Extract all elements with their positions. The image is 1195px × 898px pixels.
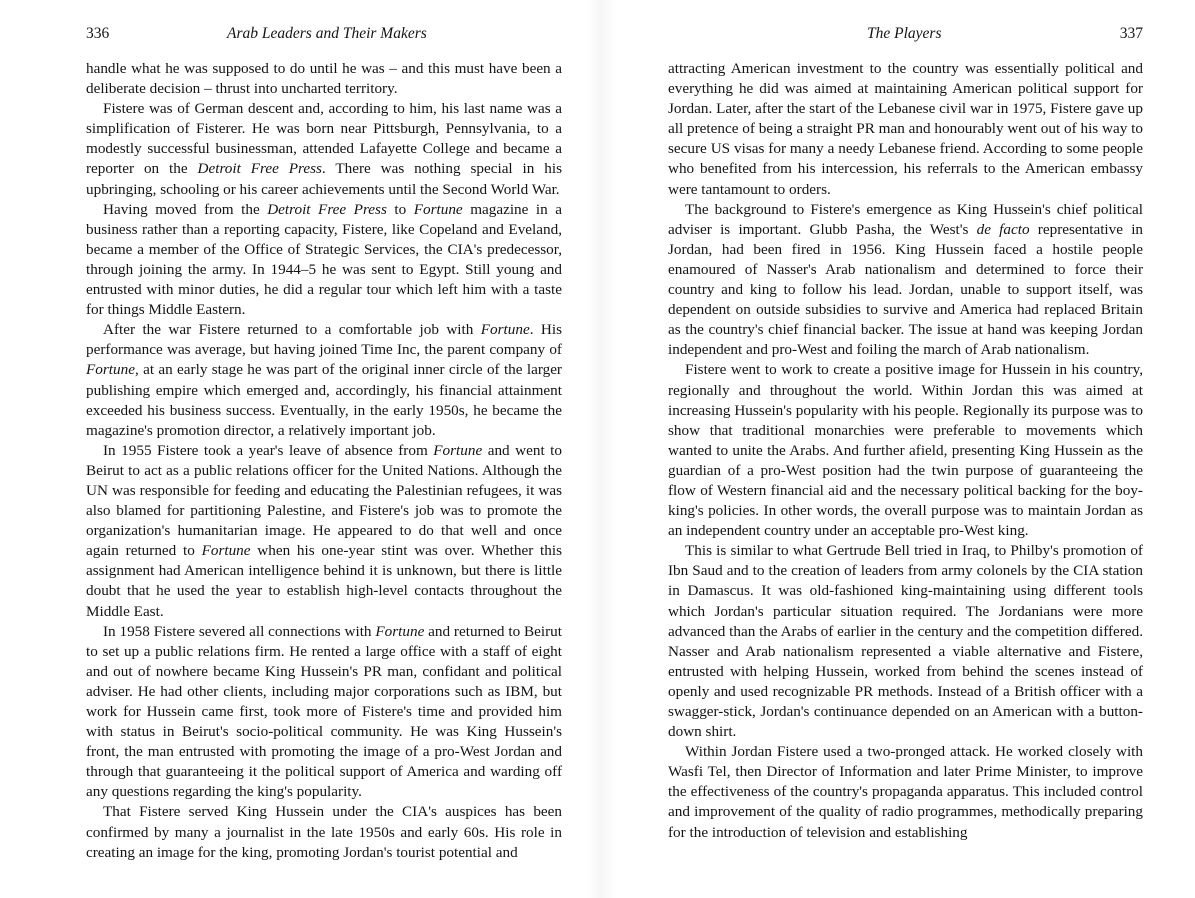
right-running-head <box>668 22 1143 46</box>
left-running-head <box>86 22 562 46</box>
paragraph: Fistere went to work to create a positive image for Hussein in his country, regionally and throughout the world. Within Jordan this was aimed at increasing Hussein's popularity with his people. Regionally its purpose was to show that traditional monarchies were preferable to movements which wanted to unite the Arabs. And further afield, presenting King Hussein as the guardian of a pro-West position had the twin purpose of guaranteeing the flow of Western financial aid and the necessary political backing for the boy-king's policies. In other words, the overall purpose was to maintain Jordan as an independent country under an acceptable pro-West king. <box>668 361 1143 540</box>
paragraph: In 1958 Fistere severed all connections with Fortune and returned to Beirut to set up a public relations firm. He rented a large office with a staff of eight and out of nowhere became King Hussein's PR man, confidant and political adviser. He had other clients, including major corporations such as IBM, but work for Hussein came first, took more of Fistere's time and provided him with status in Beirut's socio-political community. He was King Hussein's front, the man entrusted with promoting the image of a pro-West Jordan and through that guaranteeing it the political support of America and warding off any questions regarding the king's popularity. <box>86 622 562 801</box>
paragraph: That Fistere served King Hussein under the CIA's auspices has been confirmed by many a journalist in the late 1950s and early 60s. His role in creating an image for the king, promoting Jordan's tourist potential and <box>86 803 562 861</box>
right-page-number: 337 <box>1119 25 1143 42</box>
paragraph: Within Jordan Fistere used a two-pronged attack. He worked closely with Wasfi Tel, then Director of Information and later Prime Minister, to improve the effectiveness of the country's propaganda apparatus. This included control and improvement of the quality of radio programmes, methodically preparing for the introduction of television and establishing <box>668 743 1143 841</box>
paragraph: Having moved from the Detroit Free Press to Fortune magazine in a business rather than a reporting capacity, Fistere, like Copeland and Eveland, became a member of the Office of Strategic Services, the CIA's predecessor, through joining the army. In 1944–5 he was sent to Egypt. Still young and entrusted with minor duties, he did a regular tour which left him with a taste for things Middle Eastern. <box>86 200 562 319</box>
right-body-text <box>668 59 1143 843</box>
paragraph: This is similar to what Gertrude Bell tried in Iraq, to Philby's promotion of Ibn Saud and to the creation of leaders from army colonels by the CIA station in Damascus. It was old-fashioned king-maintaining using different tools which Jordan's particular situation required. The Jordanians were more advanced than the Arabs of earlier in the century and the competition differed. Nasser and Arab nationalism represented a viable alternative and Fistere, entrusted with helping Hussein, worked from behind the scenes instead of openly and used recognizable PR methods. Instead of a British officer with a swagger-stick, Jordan's continuance depended on an American with a button-down shirt. <box>668 542 1143 741</box>
paragraph: handle what he was supposed to do until he was – and this must have been a deliberate decision – thrust into uncharted territory. <box>86 60 562 98</box>
left-page-number: 336 <box>86 25 110 42</box>
paragraph: After the war Fistere returned to a comfortable job with Fortune. His performance was average, but having joined Time Inc, the parent company of Fortune, at an early stage he was part of the original inner circle of the larger publishing empire which emerged and, accordingly, his financial attainment exceeded his business success. Eventually, in the early 1950s, he became the magazine's promotion director, a relatively important job. <box>86 321 562 439</box>
paragraph: attracting American investment to the country was essentially political and everything he did was aimed at maintaining American political support for Jordan. Later, after the start of the Lebanese civil war in 1975, Fistere gave up all pretence of being a straight PR man and honourably went out of his way to secure US visas for many a needy Lebanese friend. According to some people who benefited from his intercession, his referrals to the American embassy were tantamount to orders. <box>668 60 1143 198</box>
left-body-text <box>86 59 562 863</box>
left-running-title: Arab Leaders and Their Makers <box>227 25 427 42</box>
right-running-title: The Players <box>867 25 942 42</box>
paragraph: In 1955 Fistere took a year's leave of absence from Fortune and went to Beirut to act as a public relations officer for the United Nations. Although the UN was responsible for feeding and educating the Palestinian refugees, it was also blamed for partitioning Palestine, and Fistere's job was to promote the organization's humanitarian image. He appeared to do that well and once again returned to Fortune when his one-year stint was over. Whether this assignment had American intelligence behind it is unknown, but there is little doubt that he used the year to establish high-level contacts throughout the Middle East. <box>86 441 562 620</box>
paragraph: Fistere was of German descent and, according to him, his last name was a simplification of Fisterer. He was born near Pittsburgh, Pennsylvania, to a modestly successful businessman, attended Lafayette College and became a reporter on the Detroit Free Press. There was nothing special in his upbringing, schooling or his career achievements until the Second World War. <box>86 100 562 198</box>
right-page <box>668 0 1143 898</box>
left-page <box>86 0 562 898</box>
paragraph: The background to Fistere's emergence as King Hussein's chief political adviser is important. Glubb Pasha, the West's de facto representative in Jordan, had been fired in 1956. King Hussein faced a hostile people enamoured of Nasser's Arab nationalism and determined to force their country and king to follow his lead. Jordan, unable to support itself, was dependent on outside subsidies to survive and America had replaced Britain as the country's chief financial backer. The issue at hand was keeping Jordan independent and pro-West and foiling the march of Arab nationalism. <box>668 200 1144 359</box>
gutter-shadow <box>586 0 616 898</box>
